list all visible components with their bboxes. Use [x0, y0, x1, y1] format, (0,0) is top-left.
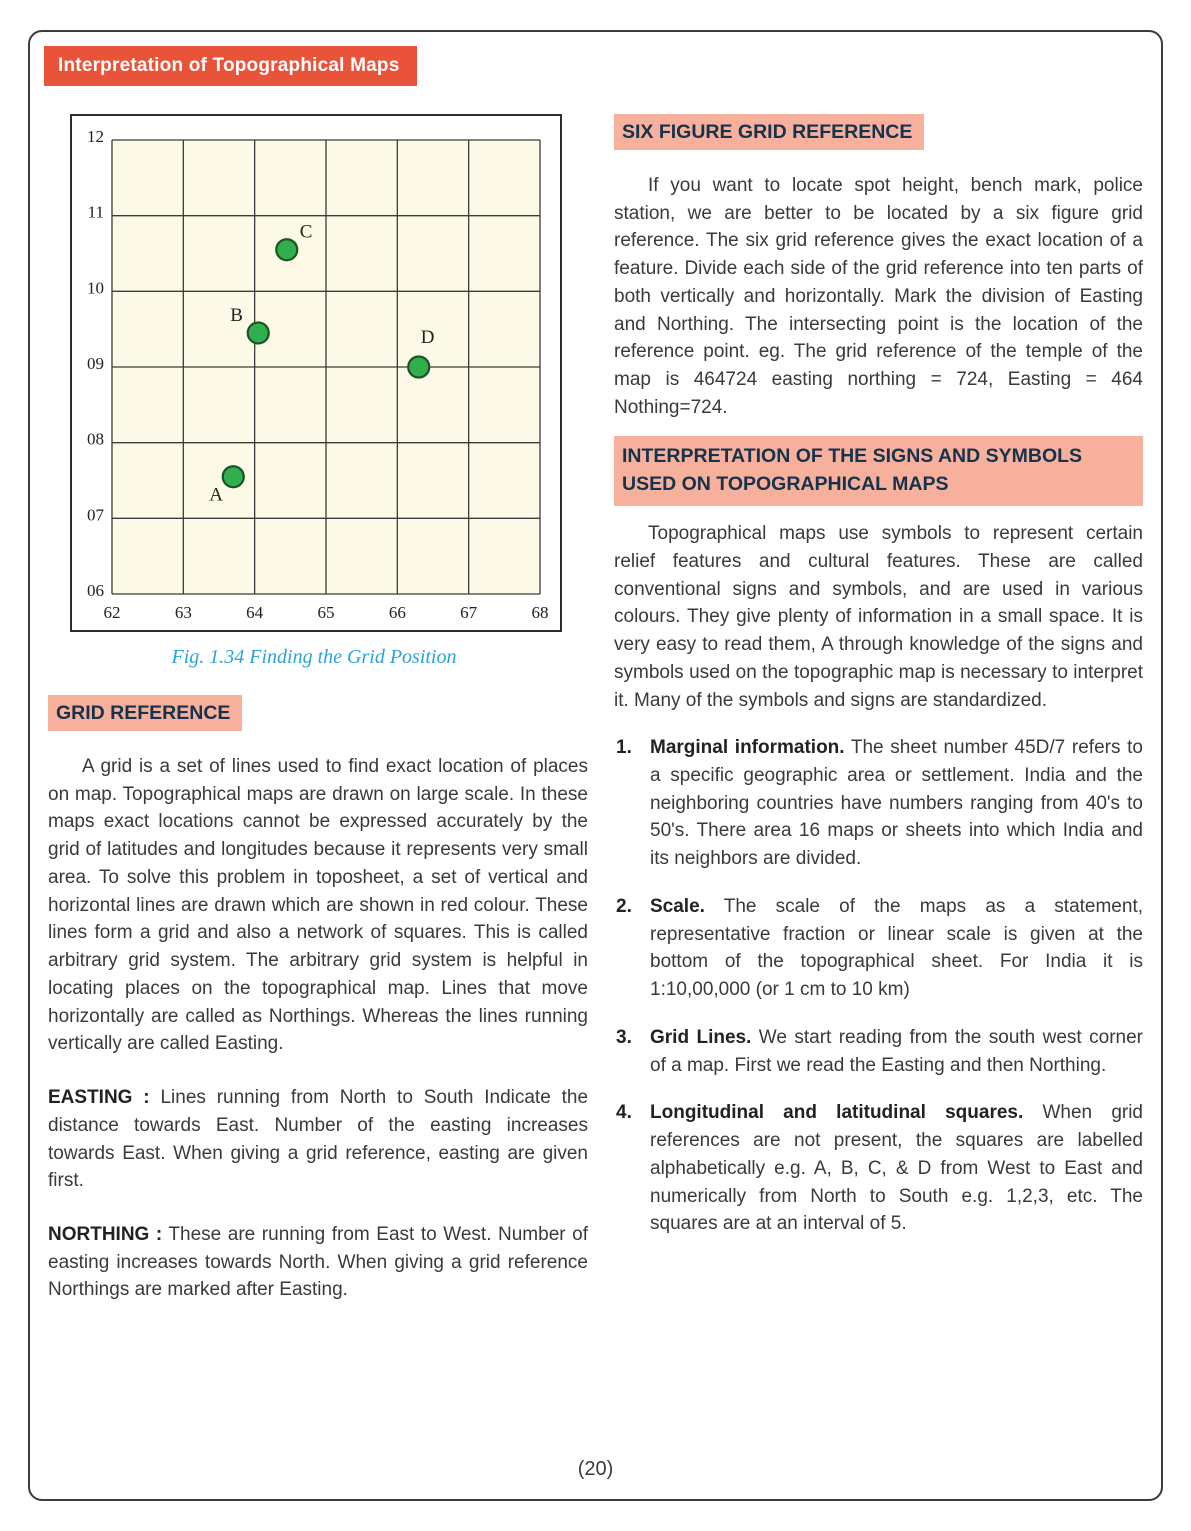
svg-text:66: 66	[388, 603, 406, 622]
easting-lead: EASTING :	[48, 1087, 150, 1109]
svg-text:65: 65	[317, 603, 335, 622]
list-text: When grid references are not present, the squares are labelled alphabetically e.g. A, B, C, & D from West to East and numerically from North to South e.g. 1,2,3, etc. The squares are at an interval of 5.	[650, 1102, 1144, 1235]
list-item-grid-lines	[614, 1024, 1143, 1079]
svg-text:08: 08	[87, 429, 104, 449]
list-lead: Marginal information.	[650, 737, 845, 759]
list-lead: Longitudinal and latitudinal squares.	[650, 1102, 1024, 1124]
left-column	[48, 114, 588, 1304]
two-column-layout	[48, 114, 1143, 1304]
list-item-longitudinal-squares	[614, 1099, 1143, 1238]
grid-figure-svg	[72, 116, 556, 630]
svg-text:64: 64	[246, 603, 264, 622]
list-item-marginal-information	[614, 734, 1143, 873]
right-column	[614, 114, 1143, 1304]
northing-paragraph	[48, 1221, 588, 1304]
numbered-list	[614, 734, 1143, 1238]
svg-text:B: B	[230, 304, 243, 326]
list-item-scale	[614, 893, 1143, 1004]
signs-paragraph: Topographical maps use symbols to represent certain relief features and cultural features. These are called conventional signs and symbols, and are used in various colours. They give plenty of information in a small space. It is very easy to read them, A through knowledge of the signs and symbols used on the topographic map is necessary to interpret it. Many of the symbols and signs are standardized.	[614, 523, 1143, 711]
grid-position-figure	[70, 114, 562, 632]
list-text: We start reading from the south west corner of a map. First we read the Easting and then Northing.	[650, 1026, 1143, 1076]
heading-six-figure: SIX FIGURE GRID REFERENCE	[614, 114, 924, 150]
list-lead: Grid Lines.	[650, 1026, 752, 1048]
list-number: 4.	[616, 1102, 632, 1124]
page-title: Interpretation of Topographical Maps	[44, 46, 417, 86]
svg-text:C: C	[299, 221, 313, 243]
svg-text:06: 06	[87, 581, 104, 600]
northing-text: These are running from East to West. Number of easting increases towards North. When giving a grid reference Northings are marked after Easting.	[48, 1224, 588, 1301]
figure-caption: Fig. 1.34 Finding the Grid Position	[171, 646, 457, 668]
grid-reference-paragraph: A grid is a set of lines used to find exact location of places on map. Topographical maps are drawn on large scale. In these maps exact locations cannot be expressed accurately by the grid of latitudes and longitudes because it represents very small area. To solve this problem in toposheet, a set of vertical and horizontal lines are drawn which are shown in red colour. These lines form a grid and also a network of squares. This is called arbitrary grid system. The arbitrary grid system is helpful in locating places on the topographical map. Lines that move horizontally are called as Northings. Whereas the lines running vertically are called Easting.	[48, 756, 588, 1055]
list-text: The sheet number 45D/7 refers to a specific geographic area or settlement. India and the neighboring countries have numbers ranging from 40's to 50's. There area 16 maps or sheets into which India and its neighbors are divided.	[650, 737, 1143, 870]
svg-text:11: 11	[87, 202, 104, 222]
svg-text:63: 63	[174, 603, 192, 622]
svg-text:68: 68	[531, 603, 549, 622]
easting-text: Lines running from North to South Indicate the distance towards East. Number of the easting increases towards East. When giving a grid reference, easting are given first.	[48, 1087, 589, 1192]
list-lead: Scale.	[650, 895, 705, 917]
svg-text:10: 10	[87, 278, 104, 298]
svg-text:12: 12	[87, 127, 104, 146]
svg-text:62: 62	[103, 603, 121, 622]
heading-signs-symbols: INTERPRETATION OF THE SIGNS AND SYMBOLS USED ON TOPOGRAPHICAL MAPS	[614, 436, 1143, 507]
list-number: 2.	[616, 895, 632, 917]
svg-text:A: A	[209, 484, 224, 506]
list-text: The scale of the maps as a statement, representative fraction or linear scale is given at the bottom of the topographical sheet. For India it is 1:10,00,000 (or 1 cm to 10 km)	[650, 895, 1143, 1001]
northing-lead: NORTHING :	[48, 1224, 163, 1246]
svg-text:67: 67	[460, 603, 478, 622]
page-frame	[28, 30, 1163, 1501]
svg-text:D: D	[420, 327, 435, 348]
list-number: 1.	[616, 737, 632, 759]
heading-grid-reference: GRID REFERENCE	[48, 695, 242, 731]
svg-text:09: 09	[87, 354, 104, 373]
easting-paragraph	[48, 1084, 588, 1195]
page-number: (20)	[577, 1458, 614, 1480]
six-figure-paragraph: If you want to locate spot height, bench mark, police station, we are better to be located by a six figure grid reference. The six grid reference gives the exact location of a feature. Divide each side of the grid reference into ten parts of both vertically and horizontally. Mark the division of Easting and Northing. The intersecting point is the location of the reference point. eg. The grid reference of the temple of the map is 464724 easting northing = 724, Easting = 464 Nothing=724.	[614, 175, 1143, 418]
svg-text:07: 07	[87, 505, 104, 525]
list-number: 3.	[616, 1026, 632, 1048]
